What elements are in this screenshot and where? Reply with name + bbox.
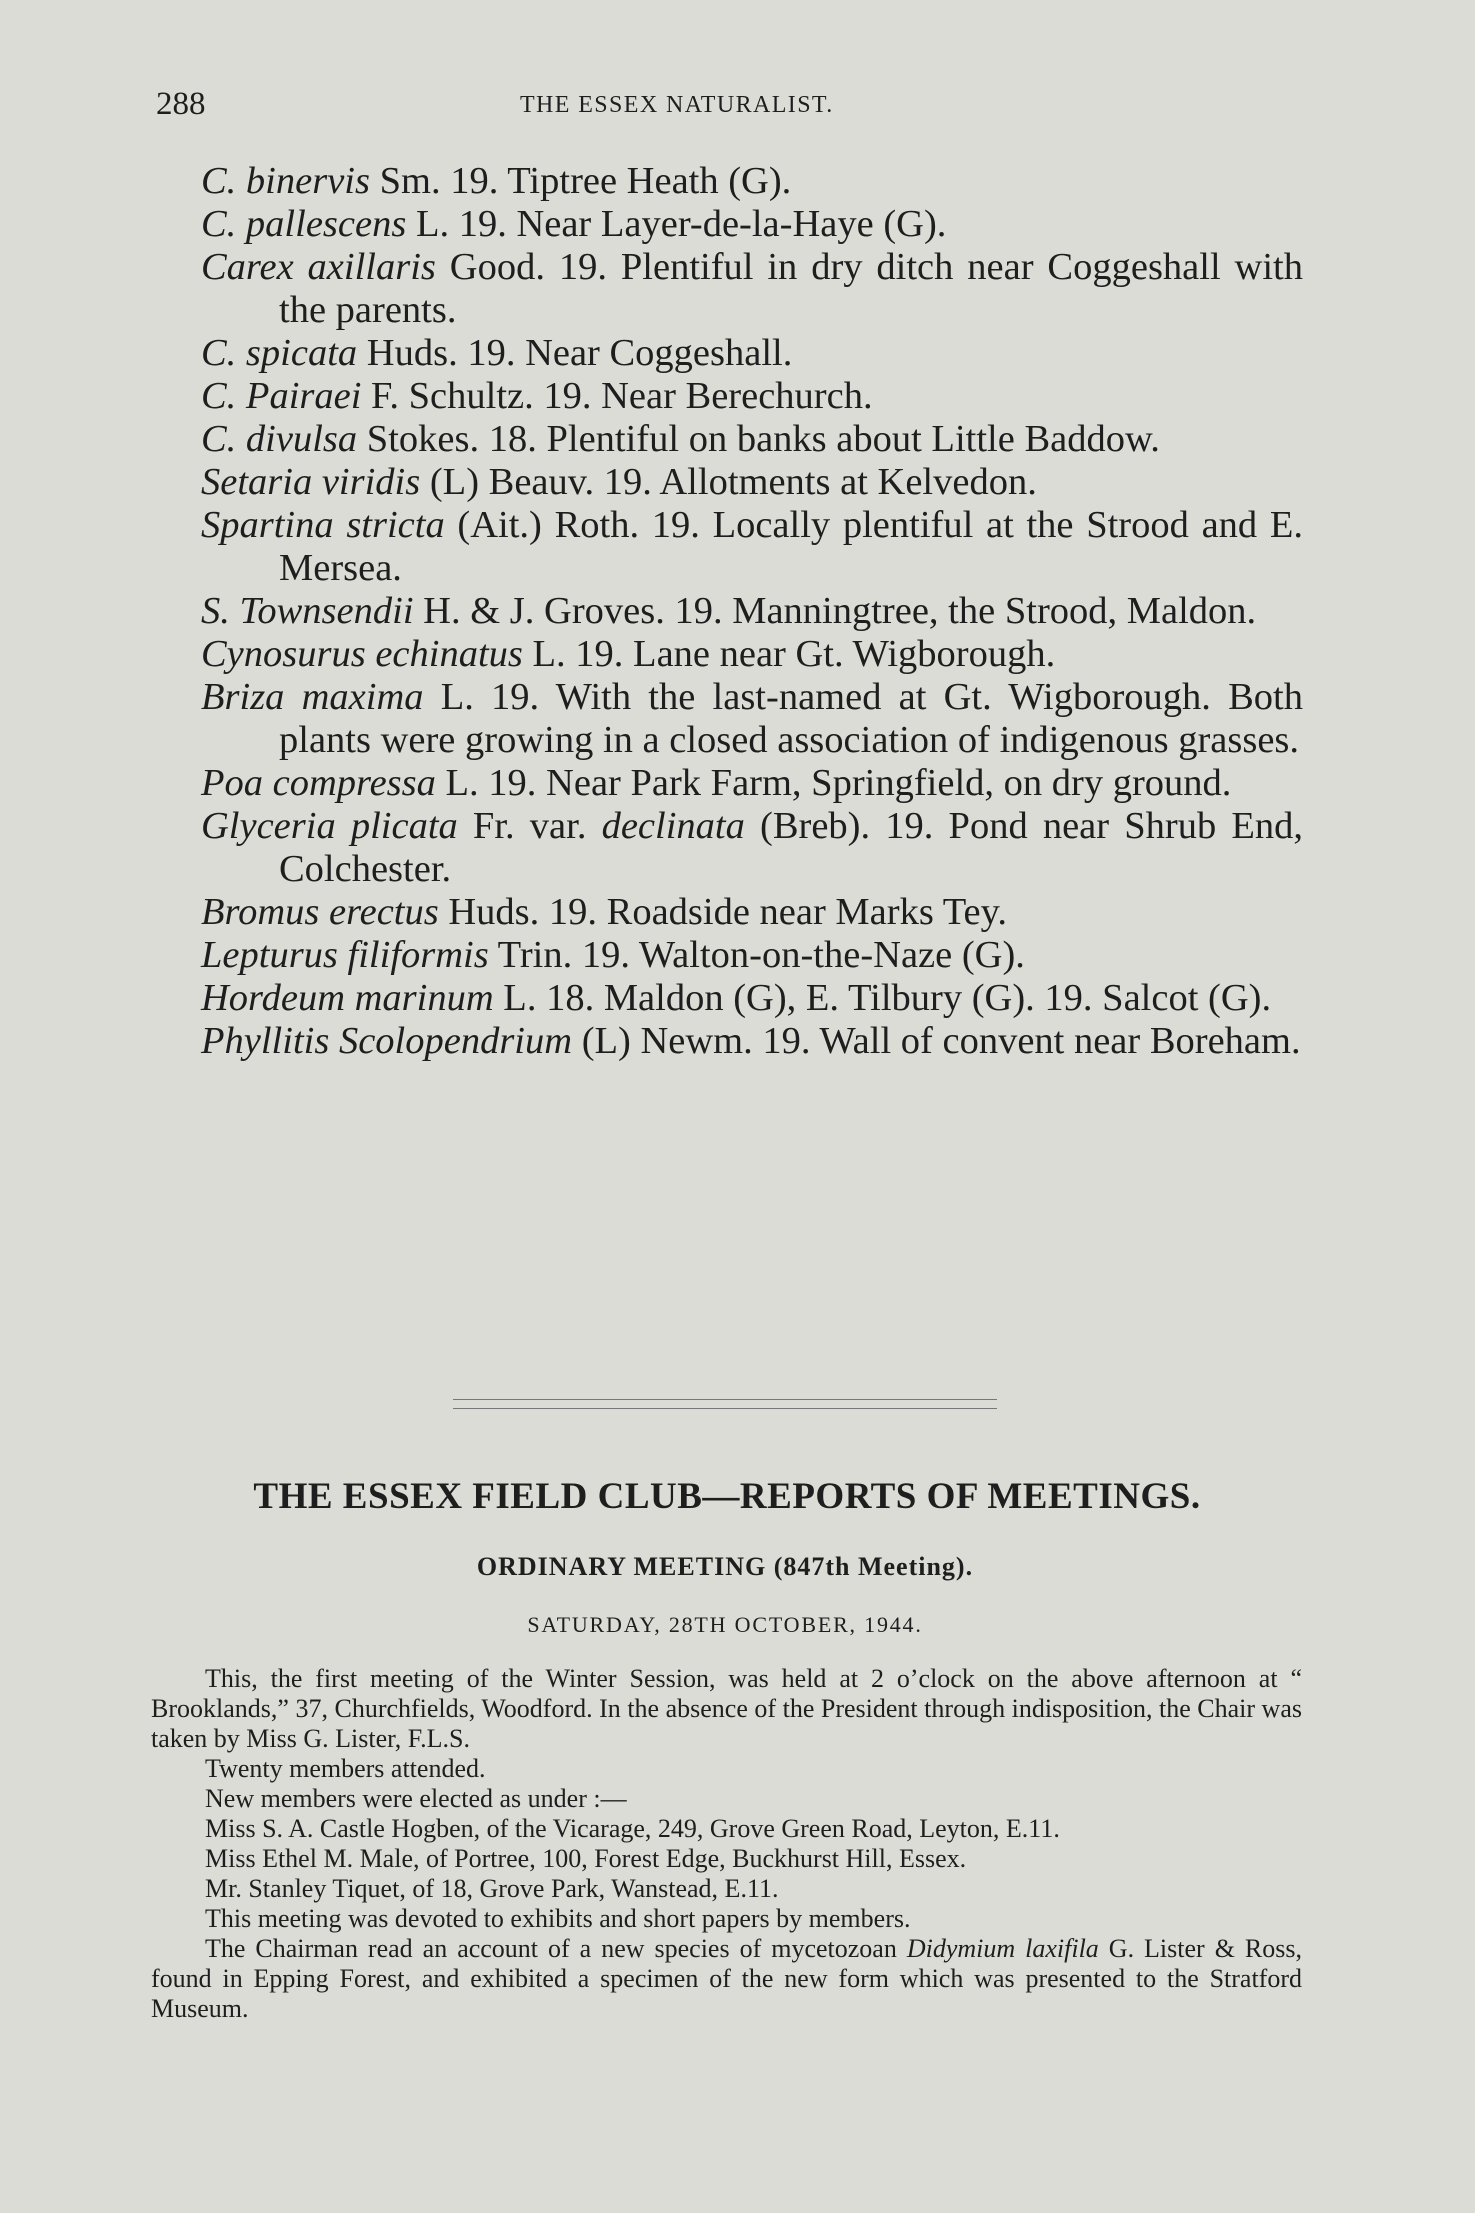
species-name: Poa compressa <box>201 762 436 804</box>
species-name: Cynosurus echinatus <box>201 633 523 675</box>
species-record: L. 19. With the last-named at Gt. Wigborough. Both plants were growing in a closed association of indigenous grasses. <box>279 676 1303 761</box>
species-entry <box>201 590 1303 633</box>
species-entry <box>201 934 1303 977</box>
species-name: S. Townsendii <box>201 590 414 632</box>
meeting-date: SATURDAY, 28TH OCTOBER, 1944. <box>527 1612 923 1637</box>
species-entry <box>201 633 1303 676</box>
chairman-text: G. Lister & Ross, found in Epping Forest, and exhibited a specimen of the new form which was presented to the Stratford Museum. <box>151 1934 1302 2023</box>
page-number: 288 <box>156 86 206 122</box>
species-record: (L) Newm. 19. Wall of convent near Boreham. <box>572 1020 1301 1062</box>
species-entry <box>201 418 1303 461</box>
species-record: (Breb). 19. Pond near Shrub End, Colchester. <box>279 805 1303 890</box>
report-intro: This, the first meeting of the Winter Session, was held at 2 o’clock on the above afternoon at “ Brooklands,” 37, Churchfields, Woodford. In the absence of the President through indisposition, the Chair was taken by Miss G. Lister, F.L.S. <box>151 1664 1302 1753</box>
species-entry <box>201 375 1303 418</box>
species-name: Lepturus filiformis <box>201 934 489 976</box>
species-entry <box>201 891 1303 934</box>
species-entry <box>201 676 1303 762</box>
meeting-title: ORDINARY MEETING (847th Meeting). <box>476 1552 974 1581</box>
meeting-report <box>151 1664 1302 2024</box>
new-members-intro: New members were elected as under :— <box>205 1784 627 1813</box>
species-name: C. spicata <box>201 332 358 374</box>
species-entry <box>201 977 1303 1020</box>
species-record: (L) Beauv. 19. Allotments at Kelvedon. <box>420 461 1037 503</box>
species-name: Glyceria plicata <box>201 805 458 847</box>
species-entry <box>201 805 1303 891</box>
species-record: Huds. 19. Roadside near Marks Tey. <box>438 891 1008 933</box>
species-name: C. divulsa <box>201 418 358 460</box>
species-entry <box>201 1020 1303 1063</box>
variety-name: declinata <box>601 805 745 847</box>
species-name: Hordeum marinum <box>201 977 494 1019</box>
species-entry <box>201 504 1303 590</box>
species-record: L. 19. Near Layer-de-la-Haye (G). <box>406 203 947 245</box>
new-member-entry: Mr. Stanley Tiquet, of 18, Grove Park, Wanstead, E.11. <box>205 1874 779 1903</box>
running-head <box>156 86 1306 126</box>
section-divider <box>453 1399 997 1409</box>
species-list <box>201 160 1303 1063</box>
new-member-entry: Miss Ethel M. Male, of Portree, 100, Forest Edge, Buckhurst Hill, Essex. <box>205 1844 967 1873</box>
species-name: Setaria viridis <box>201 461 421 503</box>
species-entry <box>201 461 1303 504</box>
species-record: H. & J. Groves. 19. Manningtree, the Strood, Maldon. <box>413 590 1257 632</box>
section-heading: THE ESSEX FIELD CLUB—REPORTS OF MEETINGS. <box>253 1476 1201 1517</box>
chairman-paragraph <box>151 1934 1302 2024</box>
chairman-text: The Chairman read an account of a new species of mycetozoan <box>205 1934 907 1963</box>
species-record: L. 19. Lane near Gt. Wigborough. <box>522 633 1056 675</box>
species-record: Trin. 19. Walton-on-the-Naze (G). <box>488 934 1025 976</box>
species-record: (Ait.) Roth. 19. Locally plentiful at the Strood and E. Mersea. <box>279 504 1303 589</box>
species-entry <box>201 203 1303 246</box>
attendance-line: Twenty members attended. <box>205 1754 486 1783</box>
species-name: C. pallescens <box>201 203 407 245</box>
species-entry <box>201 246 1303 332</box>
species-name: Phyllitis Scolopendrium <box>201 1020 573 1062</box>
species-entry <box>201 332 1303 375</box>
species-name: C. binervis <box>201 160 370 202</box>
species-record: F. Schultz. 19. Near Berechurch. <box>361 375 873 417</box>
species-record: L. 19. Near Park Farm, Springfield, on dry ground. <box>435 762 1232 804</box>
mycetozoan-name: Didymium laxifila <box>906 1934 1099 1963</box>
species-name: C. Pairaei <box>201 375 362 417</box>
species-record: Sm. 19. Tiptree Heath (G). <box>369 160 792 202</box>
species-record: L. 18. Maldon (G), E. Tilbury (G). 19. Salcot (G). <box>493 977 1272 1019</box>
species-name: Bromus erectus <box>201 891 439 933</box>
species-entry <box>201 160 1303 203</box>
devoted-line: This meeting was devoted to exhibits and short papers by members. <box>205 1904 911 1933</box>
species-name: Carex axillaris <box>201 246 436 288</box>
species-name: Spartina stricta <box>201 504 445 546</box>
new-member-entry: Miss S. A. Castle Hogben, of the Vicarage, 249, Grove Green Road, Leyton, E.11. <box>205 1814 1060 1843</box>
species-record: Huds. 19. Near Coggeshall. <box>357 332 793 374</box>
journal-title: THE ESSEX NATURALIST. <box>520 92 834 118</box>
species-entry <box>201 762 1303 805</box>
species-record: Good. 19. Plentiful in dry ditch near Coggeshall with the parents. <box>279 246 1303 331</box>
species-record: Stokes. 18. Plentiful on banks about Little Baddow. <box>357 418 1160 460</box>
species-record: Fr. var. <box>457 805 602 847</box>
species-name: Briza maxima <box>201 676 424 718</box>
